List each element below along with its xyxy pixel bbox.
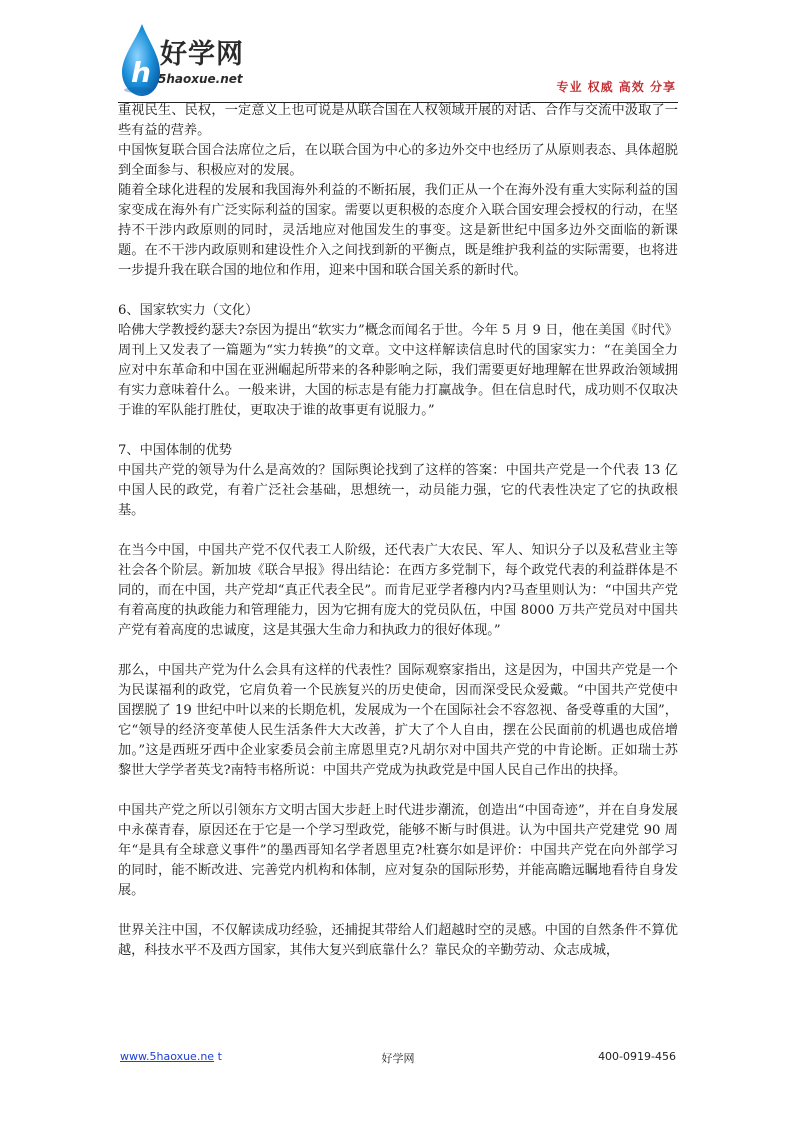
- paragraph: 世界关注中国，不仅解读成功经验，还捕捉其带给人们超越时空的灵感。中国的自然条件不算优越，科技水平不及西方国家，其伟大复兴到底靠什么？靠民众的辛勤劳动、众志成城，: [118, 923, 678, 958]
- logo-domain: 5haoxue.net: [158, 72, 243, 86]
- section-heading: 7、中国体制的优势: [118, 443, 232, 458]
- svg-text:h: h: [131, 56, 151, 89]
- logo-name: 好学网: [160, 39, 244, 70]
- footer-site-name: 好学网: [381, 1052, 415, 1065]
- blank-line: [118, 781, 678, 801]
- paragraph: 在当今中国，中国共产党不仅代表工人阶级，还代表广大农民、军人、知识分子以及私营业主等社会各个阶层。新加坡《联合早报》得出结论：在西方多党制下，每个政党代表的利益群体是不同的，而在中国，共产党却“真正代表全民”。而肯尼亚学者穆内内?马查里则认为：“中国共产党有着高度的执政能力和管理能力，因为它拥有庞大的党员队伍，中国 8000 万共产党员对中国共产党有着高度的忠诚度，这是其强大生命力和执政力的很好体现。”: [118, 543, 678, 638]
- paragraph: 中国共产党之所以引领东方文明古国大步赶上时代进步潮流，创造出“中国奇迹”，并在自身发展中永葆青春，原因还在于它是一个学习型政党，能够不断与时俱进。认为中国共产党建党 90 周年“是具有全球意义事件”的墨西哥知名学者恩里克?杜赛尔如是评价：中国共产党在向外部学习的同时，能不断改进、完善党内机构和体制，应对复杂的国际形势，并能高瞻远瞩地看待自身发展。: [118, 803, 678, 898]
- section-heading: 6、国家软实力（文化）: [118, 303, 259, 318]
- paragraph: 中国共产党的领导为什么是高效的？国际舆论找到了这样的答案：中国共产党是一个代表 13 亿中国人民的政党，有着广泛社会基础，思想统一，动员能力强，它的代表性决定了它的执政根基。: [118, 463, 678, 518]
- blank-line: [118, 901, 678, 921]
- blank-line: [118, 521, 678, 541]
- footer-phone: 400-0919-456: [598, 1050, 676, 1063]
- paragraph: 重视民生、民权，一定意义上也可说是从联合国在人权领域开展的对话、合作与交流中汲取了一些有益的营养。: [118, 103, 678, 138]
- water-drop-icon: [118, 22, 162, 98]
- footer-link-text[interactable]: www.5haoxue.ne: [120, 1050, 215, 1063]
- blank-line: [118, 281, 678, 301]
- header-slogan: 专业 权威 高效 分享: [556, 80, 676, 94]
- page-footer: [118, 1050, 678, 1070]
- footer-link-tail: t: [214, 1050, 222, 1063]
- paragraph: 中国恢复联合国合法席位之后，在以联合国为中心的多边外交中也经历了从原则表态、具体超脱到全面参与、积极应对的发展。: [118, 143, 678, 178]
- paragraph: 随着全球化进程的发展和我国海外利益的不断拓展，我们正从一个在海外没有重大实际利益的国家变成在海外有广泛实际利益的国家。需要以更积极的态度介入联合国安理会授权的行动，在坚持不干涉内政原则的同时，灵活地应对他国发生的事变。这是新世纪中国多边外交面临的新课题。在不干涉内政原则和建设性介入之间找到新的平衡点，既是维护我利益的实际需要，也将进一步提升我在联合国的地位和作用，迎来中国和联合国关系的新时代。: [118, 183, 678, 278]
- page-header: [118, 18, 678, 103]
- logo: [118, 22, 278, 98]
- blank-line: [118, 641, 678, 661]
- document-body: [118, 101, 678, 961]
- paragraph: 哈佛大学教授约瑟夫?奈因为提出“软实力”概念而闻名于世。今年 5 月 9 日，他在美国《时代》周刊上又发表了一篇题为“实力转换”的文章。文中这样解读信息时代的国家实力：“在美国全力应对中东革命和中国在亚洲崛起所带来的各种影响之际，我们需要更好地理解在世界政治领域拥有实力意味着什么。一般来讲，大国的标志是有能力打赢战争。但在信息时代，成功则不仅取决于谁的军队能打胜仗，更取决于谁的故事更有说服力。”: [118, 323, 678, 418]
- blank-line: [118, 421, 678, 441]
- paragraph: 那么，中国共产党为什么会具有这样的代表性？国际观察家指出，这是因为，中国共产党是一个为民谋福利的政党，它肩负着一个民族复兴的历史使命，因而深受民众爱戴。“中国共产党使中国摆脱了 19 世纪中叶以来的长期危机，发展成为一个在国际社会不容忽视、备受尊重的大国”，它“领导的经济变革使人民生活条件大大改善，扩大了个人自由，摆在公民面前的机遇也成倍增加。”这是西班牙西中企业家委员会前主席恩里克?凡胡尔对中国共产党的中肯论断。正如瑞士苏黎世大学学者英戈?南特韦格所说：中国共产党成为执政党是中国人民自己作出的抉择。: [118, 663, 678, 778]
